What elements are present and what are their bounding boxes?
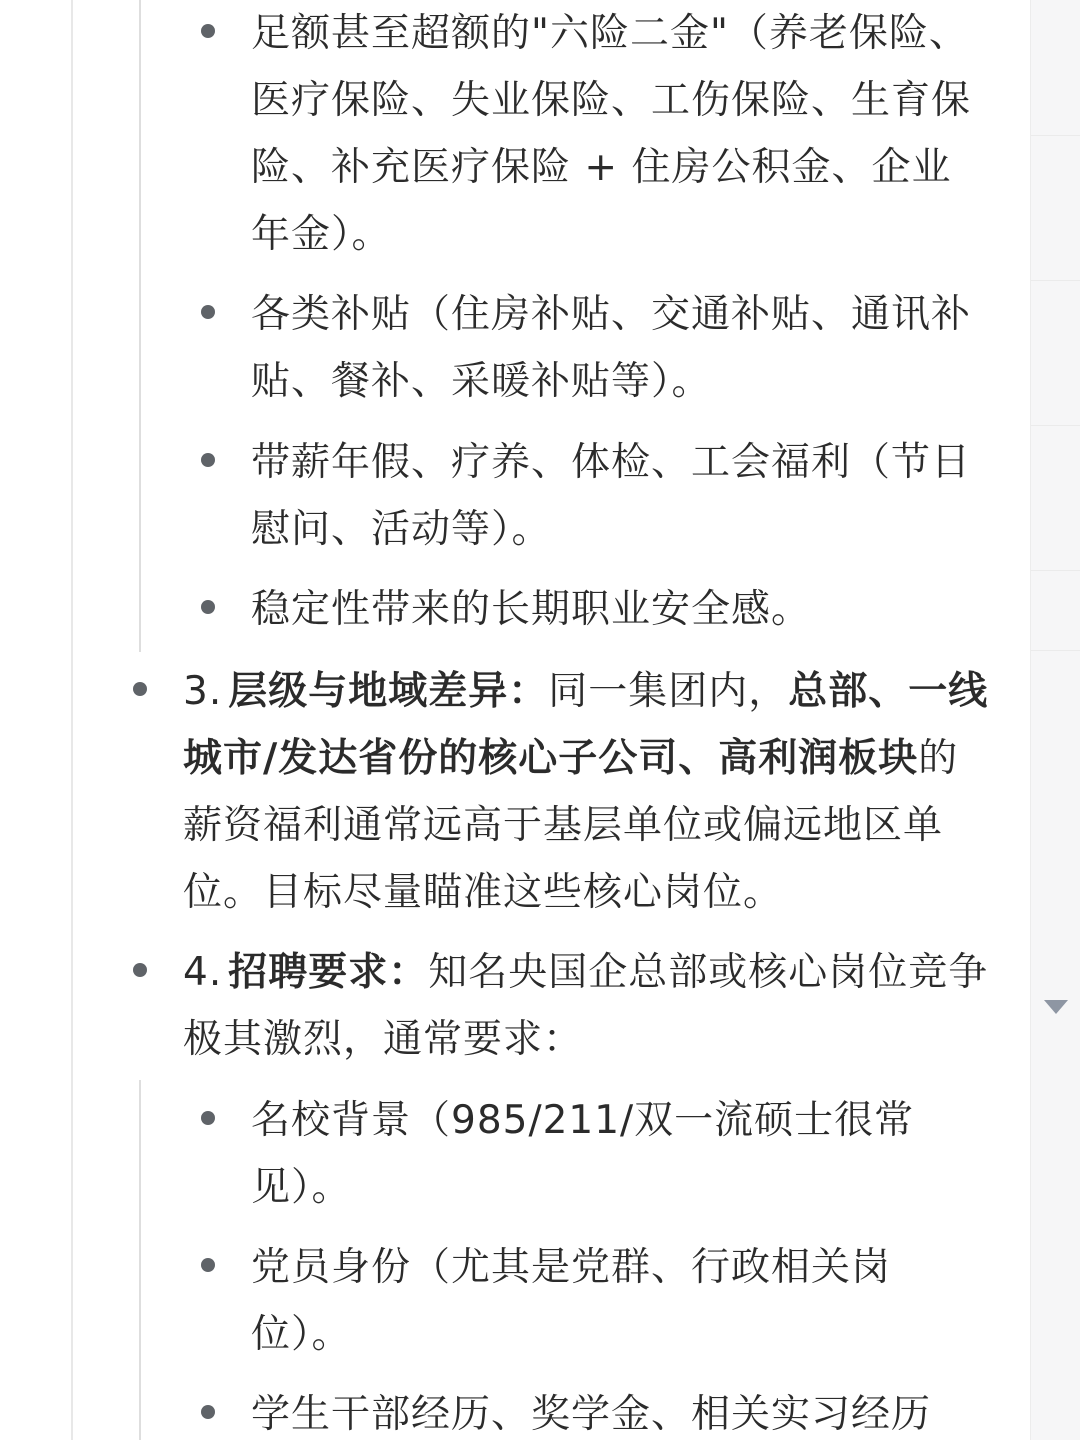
- list-item: 带薪年假、疗养、体检、工会福利（节日慰问、活动等）。: [251, 440, 972, 552]
- item-text: 的薪资福利通常远高于基层单位或偏远地区单位。目标尽量瞄准这些核心岗位。: [183, 736, 959, 915]
- list-item-recruitment: [183, 939, 993, 1073]
- list-item: 党员身份（尤其是党群、行政相关岗位）。: [251, 1245, 892, 1357]
- item-text: 同一集团内，: [548, 669, 789, 714]
- bullet-icon: [201, 453, 215, 467]
- item-number: 4.: [183, 950, 223, 995]
- rail-separator: [1031, 280, 1080, 281]
- bullet-icon: [201, 24, 215, 38]
- item-text: 知名央国企总部或核心岗位竞争极其激烈，通常要求：: [183, 950, 989, 1062]
- bullet-icon: [201, 1111, 215, 1125]
- rail-separator: [1031, 425, 1080, 426]
- bullet-icon: [201, 1258, 215, 1272]
- list-item: 名校背景（985/211/双一流硕士很常见）。: [251, 1098, 915, 1210]
- bullet-icon: [201, 600, 215, 614]
- item-heading: 招聘要求：: [228, 950, 429, 995]
- item-heading: 层级与地域差异：: [228, 669, 549, 714]
- rail-separator: [1031, 135, 1080, 136]
- list-item: 足额甚至超额的"六险二金"（养老保险、医疗保险、失业保险、工伤保险、生育保险、补充医疗保险 + 住房公积金、企业年金）。: [251, 11, 972, 257]
- bullet-icon: [201, 305, 215, 319]
- list-item: 各类补贴（住房补贴、交通补贴、通讯补贴、餐补、采暖补贴等）。: [251, 292, 972, 404]
- rail-separator: [1031, 650, 1080, 651]
- bullet-icon: [201, 1405, 215, 1419]
- outer-list-guide-line: [71, 0, 73, 1440]
- bullet-icon: [133, 682, 147, 696]
- nested-list-guide-line: [139, 0, 141, 652]
- item-number: 3.: [183, 669, 223, 714]
- nested-list-guide-line: [139, 1080, 141, 1440]
- list-item: 学生干部经历、奖学金、相关实习经历: [251, 1392, 932, 1437]
- bullet-icon: [133, 963, 147, 977]
- scrollbar-track[interactable]: [1030, 0, 1080, 1440]
- rail-separator: [1031, 570, 1080, 571]
- item-emphasis: 总部、一线城市/发达省份的核心子公司、高利润板块: [183, 669, 989, 781]
- list-item-level-difference: [183, 658, 993, 926]
- list-item: 稳定性带来的长期职业安全感。: [251, 587, 812, 632]
- scroll-down-icon[interactable]: [1044, 1000, 1068, 1014]
